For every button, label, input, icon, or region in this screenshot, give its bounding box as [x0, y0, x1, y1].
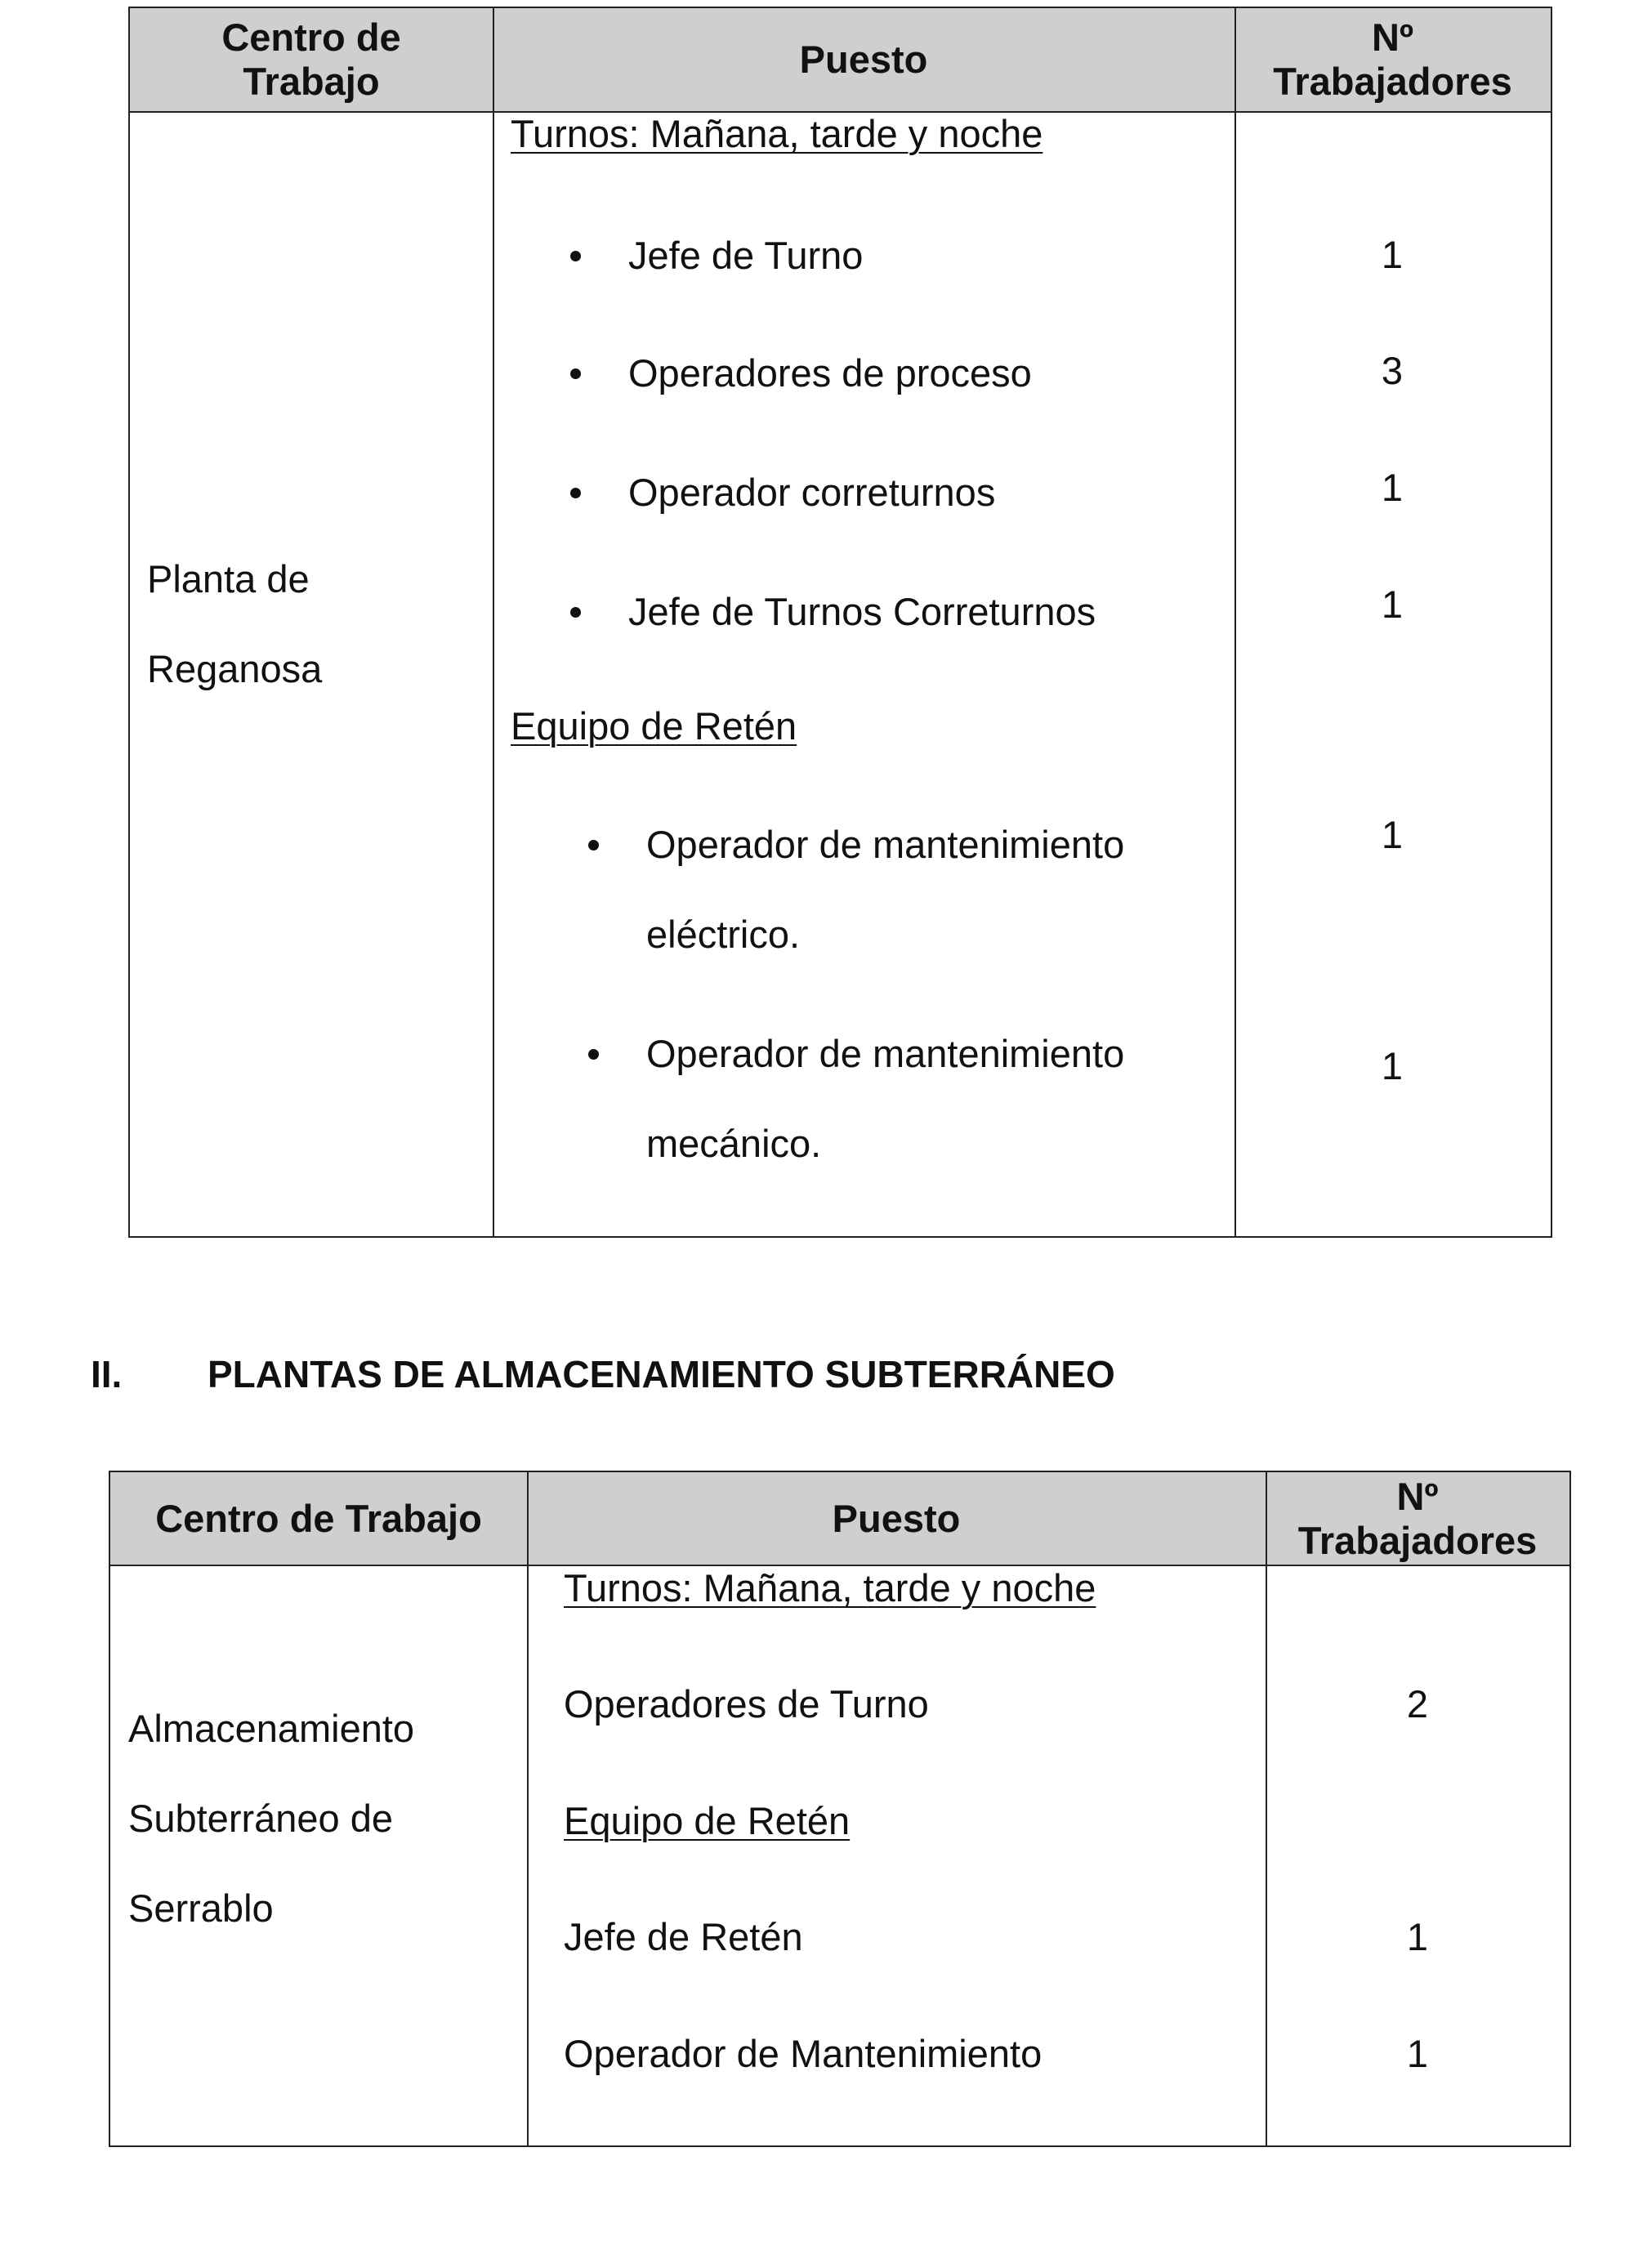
bullet-icon: [588, 1049, 599, 1060]
centro-line: Planta de: [147, 557, 310, 600]
worker-count: 1: [1381, 813, 1404, 856]
worker-count: 1: [1406, 1915, 1429, 1958]
column-divider: [1266, 1472, 1267, 2145]
header-centro-de-trabajo: Centro de Trabajo: [155, 1496, 482, 1540]
list-item: Operador de mantenimiento: [646, 823, 1125, 866]
worker-count: 1: [1381, 233, 1404, 276]
list-item: Operadores de proceso: [628, 351, 1032, 395]
section-title: PLANTAS DE ALMACENAMIENTO SUBTERRÁNEO: [208, 1353, 1115, 1395]
worker-count: 1: [1381, 1044, 1404, 1087]
worker-count: 3: [1381, 349, 1404, 392]
section-number: II.: [91, 1353, 123, 1395]
column-divider: [493, 8, 494, 1236]
list-item: Jefe de Retén: [564, 1915, 803, 1958]
centro-line: Subterráneo de: [128, 1797, 394, 1840]
list-item: Jefe de Turno: [628, 234, 864, 277]
worker-count: 2: [1406, 1682, 1429, 1726]
header-puesto: Puesto: [832, 1496, 961, 1540]
bullet-icon: [570, 368, 581, 379]
header-centro-de-trabajo: Centro de Trabajo: [221, 16, 401, 103]
header-num-trabajadores: Nº Trabajadores: [1273, 16, 1512, 103]
bullet-icon: [570, 251, 581, 261]
section-reten-label: Equipo de Retén: [511, 704, 797, 748]
section-turnos-label: Turnos: Mañana, tarde y noche: [564, 1566, 1096, 1609]
list-item: Operador correturnos: [628, 471, 996, 514]
worker-count: 1: [1381, 583, 1404, 626]
column-divider: [1234, 8, 1236, 1236]
list-item-continuation: eléctrico.: [646, 913, 801, 956]
list-item: Operadores de Turno: [564, 1682, 929, 1726]
worker-count: 1: [1381, 466, 1404, 509]
column-divider: [527, 1472, 529, 2145]
centro-line: Almacenamiento: [128, 1707, 415, 1750]
list-item-continuation: mecánico.: [646, 1122, 822, 1165]
table-planta-reganosa: [128, 7, 1552, 1238]
list-item: Operador de Mantenimiento: [564, 2032, 1043, 2075]
header-num-trabajadores: Nº Trabajadores: [1297, 1474, 1538, 1562]
centro-line: Serrablo: [128, 1886, 274, 1930]
list-item: Operador de mantenimiento: [646, 1032, 1125, 1075]
section-reten-label: Equipo de Retén: [564, 1799, 851, 1842]
bullet-icon: [570, 607, 581, 618]
header-puesto: Puesto: [799, 38, 928, 81]
bullet-icon: [570, 488, 581, 498]
section-turnos-label: Turnos: Mañana, tarde y noche: [511, 112, 1043, 155]
list-item: Jefe de Turnos Correturnos: [628, 590, 1096, 633]
table-almacenamiento-serrablo: [109, 1471, 1571, 2147]
bullet-icon: [588, 840, 599, 850]
centro-line: Reganosa: [147, 647, 323, 690]
worker-count: 1: [1406, 2032, 1429, 2075]
